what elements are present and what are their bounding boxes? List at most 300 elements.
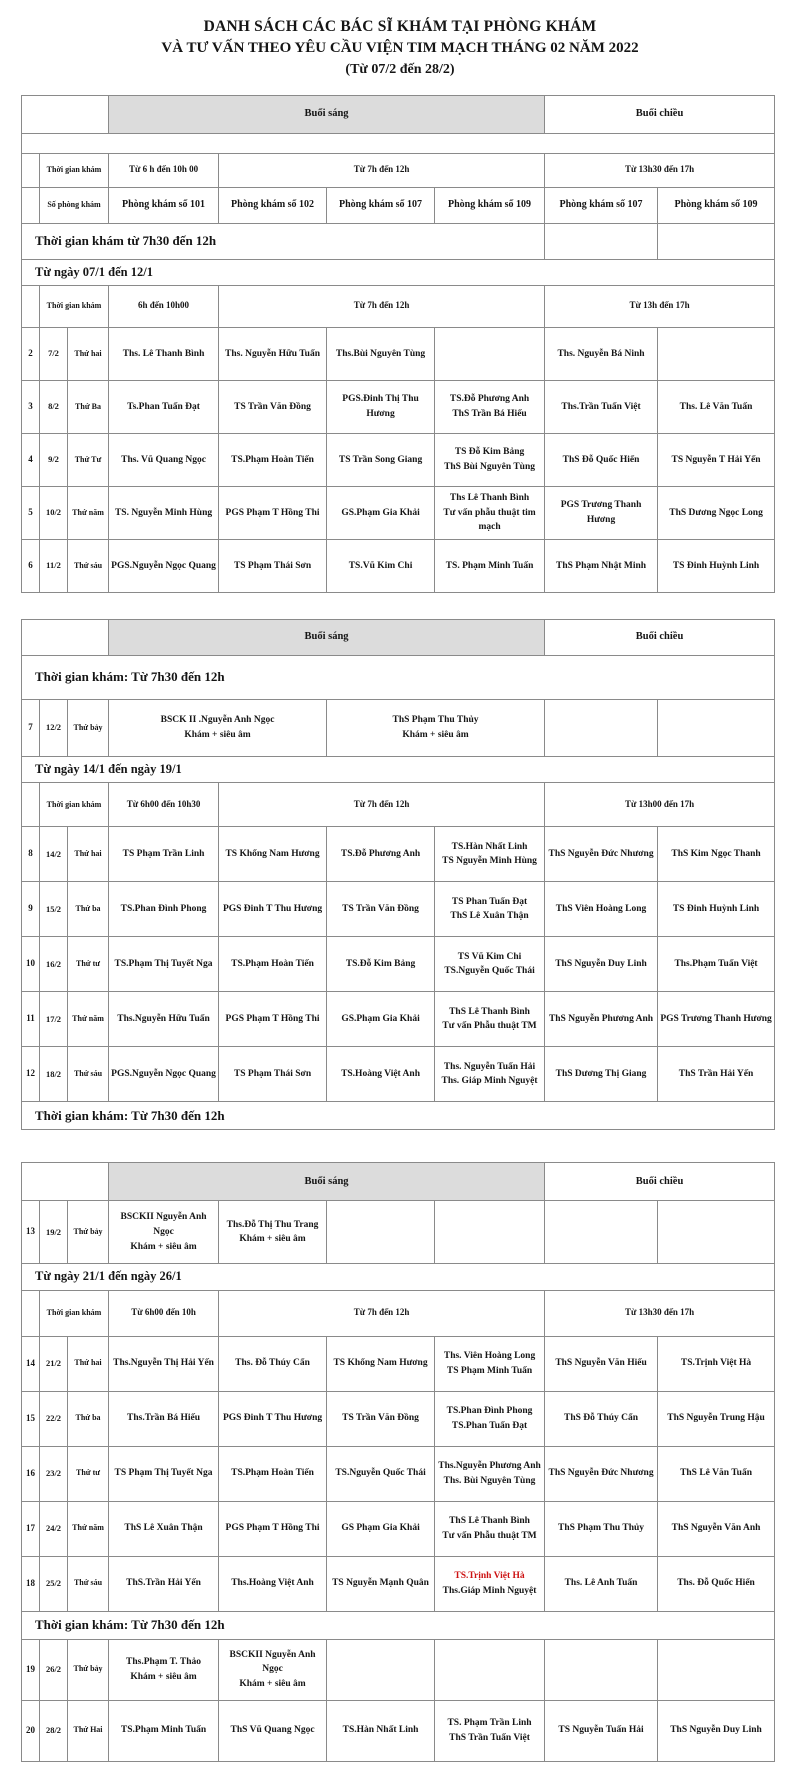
doctor-cell	[109, 1391, 219, 1446]
time-slot: Từ 6h00 đến 10h	[109, 1290, 219, 1336]
schedule-row	[22, 1501, 775, 1556]
date-cell: 23/2	[40, 1446, 68, 1501]
doctor-cell	[658, 827, 775, 882]
date-cell: 8/2	[40, 380, 68, 433]
doctor-name-line: TS Khổng Nam Hương	[225, 848, 320, 859]
doctor-name-line: ThS Nguyễn Văn Anh	[671, 1523, 761, 1534]
schedule-row	[22, 327, 775, 380]
doctor-cell	[435, 1336, 545, 1391]
exam-time-note: Thời gian khám: Từ 7h30 đến 12h	[22, 1102, 775, 1130]
day-cell: Thứ Ba	[68, 380, 109, 433]
doctor-name-line: ThS Trần Hải Yến	[678, 1068, 754, 1079]
morning-session-header: Buổi sáng	[109, 95, 545, 133]
doctor-cell	[658, 433, 775, 486]
time-slot: Từ 13h đến 17h	[545, 285, 775, 327]
exam-time-note: Thời gian khám từ 7h30 đến 12h	[22, 223, 545, 259]
schedule-row	[22, 1047, 775, 1102]
doctor-name-line: ThS Nguyễn Đức Nhương	[548, 1468, 654, 1479]
empty-cell	[658, 699, 775, 756]
doctor-cell	[109, 1446, 219, 1501]
doctor-name-line: TS Phạm Trần Linh	[122, 848, 205, 859]
doctor-name-line: TS Trần Văn Đồng	[342, 903, 419, 914]
doctor-name-line: PGS Phạm T Hồng Thi	[225, 1013, 320, 1024]
corner-cell	[22, 1163, 109, 1201]
doctor-name-line: Khám + siêu âm	[239, 1679, 306, 1689]
time-slot: Từ 6h00 đến 10h30	[109, 783, 219, 827]
doctor-name-line: TS Vũ Kim Chi	[457, 951, 522, 962]
schedule-row	[22, 827, 775, 882]
doctor-name-line: TS Phan Tuấn Đạt	[451, 896, 528, 907]
doctor-cell	[109, 1501, 219, 1556]
doctor-cell	[109, 699, 327, 756]
doctor-cell	[327, 992, 435, 1047]
doctor-cell	[435, 539, 545, 592]
doctor-name-line: TS Khổng Nam Hương	[333, 1358, 428, 1369]
document-title	[0, 16, 800, 81]
doctor-cell	[219, 937, 327, 992]
doctor-name-line: TS Nguyễn Minh Hùng	[442, 856, 537, 867]
doctor-name-line: TS Đinh Huỳnh Linh	[672, 903, 760, 914]
empty-cell	[435, 1639, 545, 1700]
doctor-name-line: Ths. Nguyễn Bá Ninh	[557, 348, 645, 359]
doctor-name-line: TS. Nguyễn Minh Hùng	[114, 507, 213, 518]
doctor-cell	[109, 937, 219, 992]
time-slot: Từ 7h đến 12h	[219, 285, 545, 327]
room-cell: Phòng khám số 102	[219, 187, 327, 223]
doctor-cell	[219, 882, 327, 937]
doctor-cell	[435, 1047, 545, 1102]
doctor-name-line: Ths. Lê Văn Tuấn	[679, 401, 753, 412]
room-cell: Phòng khám số 101	[109, 187, 219, 223]
room-number-label: Số phòng khám	[40, 187, 109, 223]
doctor-cell	[545, 1700, 658, 1761]
doctor-name-line: Ths.Nguyễn Hữu Tuấn	[117, 1013, 210, 1024]
date-cell: 12/2	[40, 699, 68, 756]
empty-cell	[22, 187, 40, 223]
doctor-cell	[109, 1047, 219, 1102]
row-number: 3	[22, 380, 40, 433]
doctor-name-line: GS.Phạm Gia Khải	[341, 1013, 420, 1024]
schedule-table-week2	[21, 619, 775, 1130]
empty-cell	[327, 1201, 435, 1264]
doctor-cell	[545, 827, 658, 882]
doctor-cell	[219, 327, 327, 380]
doctor-cell	[545, 1501, 658, 1556]
doctor-cell	[327, 327, 435, 380]
room-cell: Phòng khám số 107	[327, 187, 435, 223]
doctor-name-line: ThS Lê Thanh Bình	[449, 1515, 530, 1526]
doctor-name-line: ThS Kim Ngọc Thanh	[671, 848, 761, 859]
doctor-name-line: TS Nguyễn Mạnh Quân	[332, 1578, 429, 1589]
time-exam-label: Thời gian khám	[40, 285, 109, 327]
doctor-name-line: TS Phạm Minh Tuấn	[446, 1365, 533, 1376]
morning-session-header: Buổi sáng	[109, 1163, 545, 1201]
doctor-cell	[327, 539, 435, 592]
doctor-name-line: ThS Đỗ Thúy Cẩn	[564, 1413, 639, 1424]
date-cell: 24/2	[40, 1501, 68, 1556]
doctor-name-line: ThS Vũ Quang Ngọc	[230, 1725, 315, 1736]
title-line-1: DANH SÁCH CÁC BÁC SĨ KHÁM TẠI PHÒNG KHÁM	[203, 18, 597, 35]
doctor-cell	[327, 1700, 435, 1761]
doctor-name-line: Ths. Nguyễn Hữu Tuấn	[225, 348, 320, 359]
date-cell: 10/2	[40, 486, 68, 539]
doctor-name-line: ThS Trần Bá Hiếu	[452, 408, 527, 419]
schedule-row	[22, 699, 775, 756]
corner-cell	[22, 619, 109, 655]
doctor-cell	[545, 1391, 658, 1446]
doctor-cell	[658, 539, 775, 592]
empty-cell	[22, 783, 40, 827]
date-cell: 14/2	[40, 827, 68, 882]
doctor-cell	[219, 1047, 327, 1102]
date-cell: 16/2	[40, 937, 68, 992]
date-cell: 18/2	[40, 1047, 68, 1102]
doctor-cell	[658, 1501, 775, 1556]
schedule-row	[22, 1556, 775, 1611]
day-cell: Thứ bảy	[68, 699, 109, 756]
doctor-cell	[658, 1556, 775, 1611]
doctor-name-line: ThS Nguyễn Văn Hiếu	[555, 1358, 647, 1369]
empty-cell	[22, 153, 40, 187]
date-cell: 9/2	[40, 433, 68, 486]
morning-session-header: Buổi sáng	[109, 619, 545, 655]
schedule-row	[22, 486, 775, 539]
doctor-cell	[219, 433, 327, 486]
doctor-cell	[545, 1556, 658, 1611]
doctor-cell	[219, 827, 327, 882]
doctor-name-line: TS.Trịnh Việt Hà	[680, 1358, 752, 1369]
doctor-cell	[219, 380, 327, 433]
exam-time-note: Thời gian khám: Từ 7h30 đến 12h	[22, 655, 775, 699]
doctor-name-line: Tư vấn Phẫu thuật TM	[442, 1530, 537, 1541]
doctor-cell	[109, 1556, 219, 1611]
row-number: 6	[22, 539, 40, 592]
period-row	[22, 1264, 775, 1290]
schedule-row	[22, 1639, 775, 1700]
doctor-cell	[327, 1556, 435, 1611]
doctor-name-line: TS Trần Song Giang	[338, 454, 423, 465]
doctor-cell	[435, 433, 545, 486]
doctor-name-line: ThS Nguyễn Duy Linh	[555, 958, 647, 969]
doctor-name-line: Ths.Đỗ Thị Thu Trang	[226, 1219, 319, 1230]
doctor-name-line: TS.Phan Đình Phong	[120, 903, 207, 914]
day-cell: Thứ ba	[68, 1391, 109, 1446]
doctor-name-line: Khám + siêu âm	[239, 1234, 306, 1245]
doctor-cell	[658, 1700, 775, 1761]
doctor-name-line: TS.Phạm Hoàn Tiến	[231, 958, 314, 969]
doctor-name-line: ThS Viên Hoàng Long	[555, 903, 647, 914]
schedule-table-week3	[21, 1162, 775, 1761]
doctor-cell	[545, 486, 658, 539]
day-cell: Thứ Hai	[68, 1700, 109, 1761]
schedule-row	[22, 380, 775, 433]
doctor-name-line: Ths. Nguyễn Tuấn Hải	[443, 1061, 536, 1072]
doctor-cell	[109, 380, 219, 433]
doctor-name-line: Ths.Trần Bá Hiếu	[127, 1413, 200, 1424]
doctor-cell	[109, 992, 219, 1047]
doctor-cell	[658, 486, 775, 539]
doctor-cell	[545, 937, 658, 992]
doctor-cell	[109, 882, 219, 937]
doctor-name-line: Ths.Bùi Nguyên Tùng	[335, 348, 426, 359]
doctor-cell	[658, 992, 775, 1047]
doctor-cell	[219, 486, 327, 539]
title-line-2: VÀ TƯ VẤN THEO YÊU CẦU VIỆN TIM MẠCH THÁNG 02 NĂM 2022	[161, 40, 639, 57]
row-number: 12	[22, 1047, 40, 1102]
exam-time-note-row	[22, 1102, 775, 1130]
doctor-cell	[327, 380, 435, 433]
room-cell: Phòng khám số 109	[435, 187, 545, 223]
doctor-name-line: Khám + siêu âm	[130, 1671, 197, 1682]
empty-cell	[658, 327, 775, 380]
doctor-name-line: Ths.Nguyễn Thị Hải Yến	[113, 1358, 214, 1369]
doctor-cell	[109, 486, 219, 539]
empty-cell	[327, 1639, 435, 1700]
empty-cell	[658, 1639, 775, 1700]
doctor-cell	[327, 1446, 435, 1501]
schedule-row	[22, 433, 775, 486]
doctor-cell	[435, 486, 545, 539]
doctor-name-line: BSCKII Nguyễn Anh Ngọc	[120, 1212, 207, 1237]
doctor-name-line: TS.Nguyễn Quốc Thái	[444, 966, 535, 977]
spacer-row	[22, 133, 775, 153]
doctor-name-line: PGS.Nguyễn Ngọc Quang	[111, 1068, 216, 1079]
doctor-name-line: Ths. Vũ Quang Ngọc	[121, 454, 206, 465]
doctor-cell	[658, 937, 775, 992]
doctor-name-line: Ths. Đỗ Thúy Cẩn	[235, 1358, 310, 1369]
doctor-name-line: TS Phạm Thái Sơn	[233, 560, 312, 571]
doctor-cell	[109, 433, 219, 486]
time-subheader-row	[22, 1290, 775, 1336]
doctor-name-line: TS Nguyễn T Hải Yến	[671, 454, 761, 465]
empty-cell	[545, 223, 658, 259]
doctor-name-line: TS.Hàn Nhất Linh	[451, 841, 528, 852]
schedule-row	[22, 1201, 775, 1264]
doctor-name-line: PGS.Nguyễn Ngọc Quang	[111, 560, 216, 571]
time-slot: Từ 7h đến 12h	[219, 153, 545, 187]
row-number: 11	[22, 992, 40, 1047]
doctor-cell	[545, 882, 658, 937]
row-number: 8	[22, 827, 40, 882]
title-line-3: (Từ 07/2 đến 28/2)	[345, 62, 455, 78]
doctor-name-line: Ths. Đỗ Quốc Hiển	[677, 1578, 755, 1589]
date-cell: 25/2	[40, 1556, 68, 1611]
day-cell: Thứ hai	[68, 1336, 109, 1391]
doctor-name-line: Ths.Hoàng Việt Anh	[231, 1578, 314, 1589]
doctor-name-line: BSCK II .Nguyễn Anh Ngọc	[160, 715, 275, 726]
doctor-name-line: Ths. Giáp Minh Nguyệt	[441, 1076, 538, 1087]
doctor-cell	[219, 1336, 327, 1391]
doctor-cell	[658, 1047, 775, 1102]
room-cell: Phòng khám số 109	[658, 187, 775, 223]
doctor-cell	[219, 1639, 327, 1700]
day-cell: Thứ sáu	[68, 1556, 109, 1611]
doctor-name-line: PGS Đinh T Thu Hương	[222, 1413, 323, 1424]
doctor-cell	[327, 1047, 435, 1102]
time-subheader-row	[22, 285, 775, 327]
empty-cell	[435, 327, 545, 380]
doctor-name-line: ThS Lê Xuân Thận	[124, 1523, 203, 1534]
doctor-name-line: Tư vấn phẫu thuật tim mạch	[443, 507, 536, 533]
day-cell: Thứ hai	[68, 327, 109, 380]
doctor-name-line: Ts.Phan Tuấn Đạt	[127, 401, 200, 412]
doctor-name-line: Khám + siêu âm	[402, 729, 469, 740]
doctor-name-line: TS.Phạm Thị Tuyết Nga	[114, 958, 213, 969]
doctor-name-line: TS Trần Văn Đồng	[234, 401, 311, 412]
doctor-cell	[545, 1446, 658, 1501]
doctor-cell	[435, 1700, 545, 1761]
day-cell: Thứ tư	[68, 937, 109, 992]
doctor-cell	[435, 827, 545, 882]
day-cell: Thứ bảy	[68, 1639, 109, 1700]
doctor-name-line: ThS Lê Thanh Bình	[449, 1006, 530, 1017]
schedule-row	[22, 937, 775, 992]
exam-time-note-row	[22, 655, 775, 699]
row-number: 4	[22, 433, 40, 486]
doctor-name-line: TS Trần Văn Đồng	[342, 1413, 419, 1424]
time-header-row	[22, 153, 775, 187]
doctor-name-line: TS Đỗ Kim Bảng	[454, 447, 525, 458]
row-number: 9	[22, 882, 40, 937]
row-number: 15	[22, 1391, 40, 1446]
doctor-cell	[658, 1336, 775, 1391]
date-cell: 21/2	[40, 1336, 68, 1391]
row-number: 17	[22, 1501, 40, 1556]
doctor-name-line: TS.Đỗ Phương Anh	[340, 848, 421, 859]
doctor-name-line: GS Phạm Gia Khải	[341, 1523, 420, 1534]
doctor-name-line: TS. Phạm Trần Linh	[447, 1717, 532, 1728]
doctor-name-line: ThS Nguyễn Duy Linh	[670, 1725, 762, 1736]
row-number: 19	[22, 1639, 40, 1700]
date-cell: 15/2	[40, 882, 68, 937]
day-cell: Thứ sáu	[68, 1047, 109, 1102]
day-cell: Thứ hai	[68, 827, 109, 882]
doctor-cell	[327, 699, 545, 756]
doctor-name-line: TS. Phạm Minh Tuấn	[445, 560, 534, 571]
doctor-name-line: Khám + siêu âm	[130, 1241, 197, 1252]
doctor-name-line: TS.Đỗ Kim Bảng	[345, 958, 416, 969]
doctor-name-line: Ths.Phạm T. Thảo	[126, 1656, 202, 1667]
doctor-name-line: PGS.Đinh Thị Thu Hương	[342, 394, 419, 419]
time-slot: Từ 7h đến 12h	[219, 783, 545, 827]
session-header-row	[22, 619, 775, 655]
doctor-name-line: ThS Nguyễn Phương Anh	[548, 1013, 654, 1024]
doctor-name-line: Ths.Trần Tuấn Việt	[561, 401, 641, 412]
doctor-name-line: ThS Nguyễn Đức Nhương	[548, 848, 654, 859]
session-header-row	[22, 1163, 775, 1201]
date-cell: 19/2	[40, 1201, 68, 1264]
doctor-name-line: PGS Phạm T Hồng Thi	[225, 1523, 320, 1534]
time-slot: Từ 13h00 đến 17h	[545, 783, 775, 827]
doctor-name-line: TS Phạm Thái Sơn	[233, 1068, 312, 1079]
doctor-name-line: Ths. Lê Anh Tuấn	[564, 1578, 638, 1589]
empty-cell	[545, 699, 658, 756]
doctor-name-line: Tư vấn Phẫu thuật TM	[442, 1021, 537, 1032]
period-row	[22, 259, 775, 285]
doctor-name-line: ThS Phạm Thu Thủy	[392, 715, 479, 726]
day-cell: Thứ năm	[68, 486, 109, 539]
doctor-name-line: ThS.Trần Hải Yến	[126, 1578, 201, 1589]
afternoon-session-header: Buổi chiều	[545, 1163, 775, 1201]
doctor-name-line: TS.Phan Tuấn Đạt	[451, 1420, 528, 1431]
schedule-table-week1	[21, 95, 775, 593]
period-label: Từ ngày 07/1 đến 12/1	[22, 259, 775, 285]
time-subheader-row	[22, 783, 775, 827]
doctor-name-line: TS.Phạm Hoàn Tiến	[231, 1468, 314, 1479]
time-slot: Từ 6 h đến 10h 00	[109, 153, 219, 187]
time-slot: Từ 13h30 đến 17h	[545, 153, 775, 187]
doctor-name-line: ThS Nguyễn Trung Hậu	[667, 1413, 765, 1424]
doctor-name-line: GS.Phạm Gia Khải	[341, 507, 420, 518]
period-label: Từ ngày 14/1 đến ngày 19/1	[22, 756, 775, 782]
doctor-name-line: Ths. Bùi Nguyên Tùng	[443, 1475, 536, 1486]
afternoon-session-header: Buổi chiều	[545, 619, 775, 655]
doctor-cell	[109, 1336, 219, 1391]
day-cell: Thứ bảy	[68, 1201, 109, 1264]
doctor-cell	[545, 433, 658, 486]
doctor-name-line: ThS Bùi Nguyên Tùng	[444, 461, 535, 472]
doctor-cell	[545, 327, 658, 380]
room-header-row	[22, 187, 775, 223]
row-number: 16	[22, 1446, 40, 1501]
doctor-name-line: ThS Dương Thị Giang	[555, 1068, 647, 1079]
schedule-row	[22, 539, 775, 592]
doctor-name-line: ThS Trần Tuấn Việt	[449, 1732, 530, 1743]
date-cell: 28/2	[40, 1700, 68, 1761]
doctor-cell	[658, 882, 775, 937]
doctor-cell	[658, 1446, 775, 1501]
doctor-cell	[327, 827, 435, 882]
day-cell: Thứ ba	[68, 882, 109, 937]
doctor-cell	[219, 1201, 327, 1264]
schedule-row	[22, 1446, 775, 1501]
room-cell: Phòng khám số 107	[545, 187, 658, 223]
doctor-name-line: Ths. Lê Thanh Bình	[122, 348, 205, 359]
doctor-cell	[109, 1700, 219, 1761]
schedule-row	[22, 882, 775, 937]
period-row	[22, 756, 775, 782]
date-cell: 7/2	[40, 327, 68, 380]
doctor-cell	[658, 1391, 775, 1446]
doctor-name-line: TS Phạm Thị Tuyết Nga	[114, 1468, 213, 1479]
row-number: 18	[22, 1556, 40, 1611]
doctor-cell	[327, 1501, 435, 1556]
date-cell: 22/2	[40, 1391, 68, 1446]
doctor-name-highlighted: TS.Trịnh Việt Hà	[454, 1570, 525, 1581]
time-slot: Từ 13h30 đến 17h	[545, 1290, 775, 1336]
doctor-cell	[435, 937, 545, 992]
doctor-name-line: TS.Vũ Kim Chi	[348, 560, 413, 571]
doctor-name-line: ThS Đỗ Quốc Hiển	[562, 454, 640, 465]
doctor-cell	[545, 992, 658, 1047]
doctor-name-line: BSCKII Nguyễn Anh Ngọc	[229, 1649, 316, 1675]
doctor-name-line: TS.Phạm Minh Tuấn	[120, 1725, 207, 1736]
empty-cell	[22, 1290, 40, 1336]
doctor-cell	[219, 1391, 327, 1446]
doctor-cell	[327, 486, 435, 539]
exam-time-note-row	[22, 223, 775, 259]
doctor-name-line: Ths.Phạm Tuấn Việt	[674, 958, 758, 969]
doctor-name-line: Ths. Viên Hoàng Long	[443, 1350, 536, 1361]
row-number: 20	[22, 1700, 40, 1761]
doctor-name-line: TS.Phan Đình Phong	[446, 1405, 533, 1416]
time-slot: 6h đến 10h00	[109, 285, 219, 327]
time-exam-label: Thời gian khám	[40, 1290, 109, 1336]
schedule-row	[22, 992, 775, 1047]
day-cell: Thứ năm	[68, 1501, 109, 1556]
doctor-cell	[545, 380, 658, 433]
doctor-name-line: ThS Lê Xuân Thận	[450, 911, 529, 922]
